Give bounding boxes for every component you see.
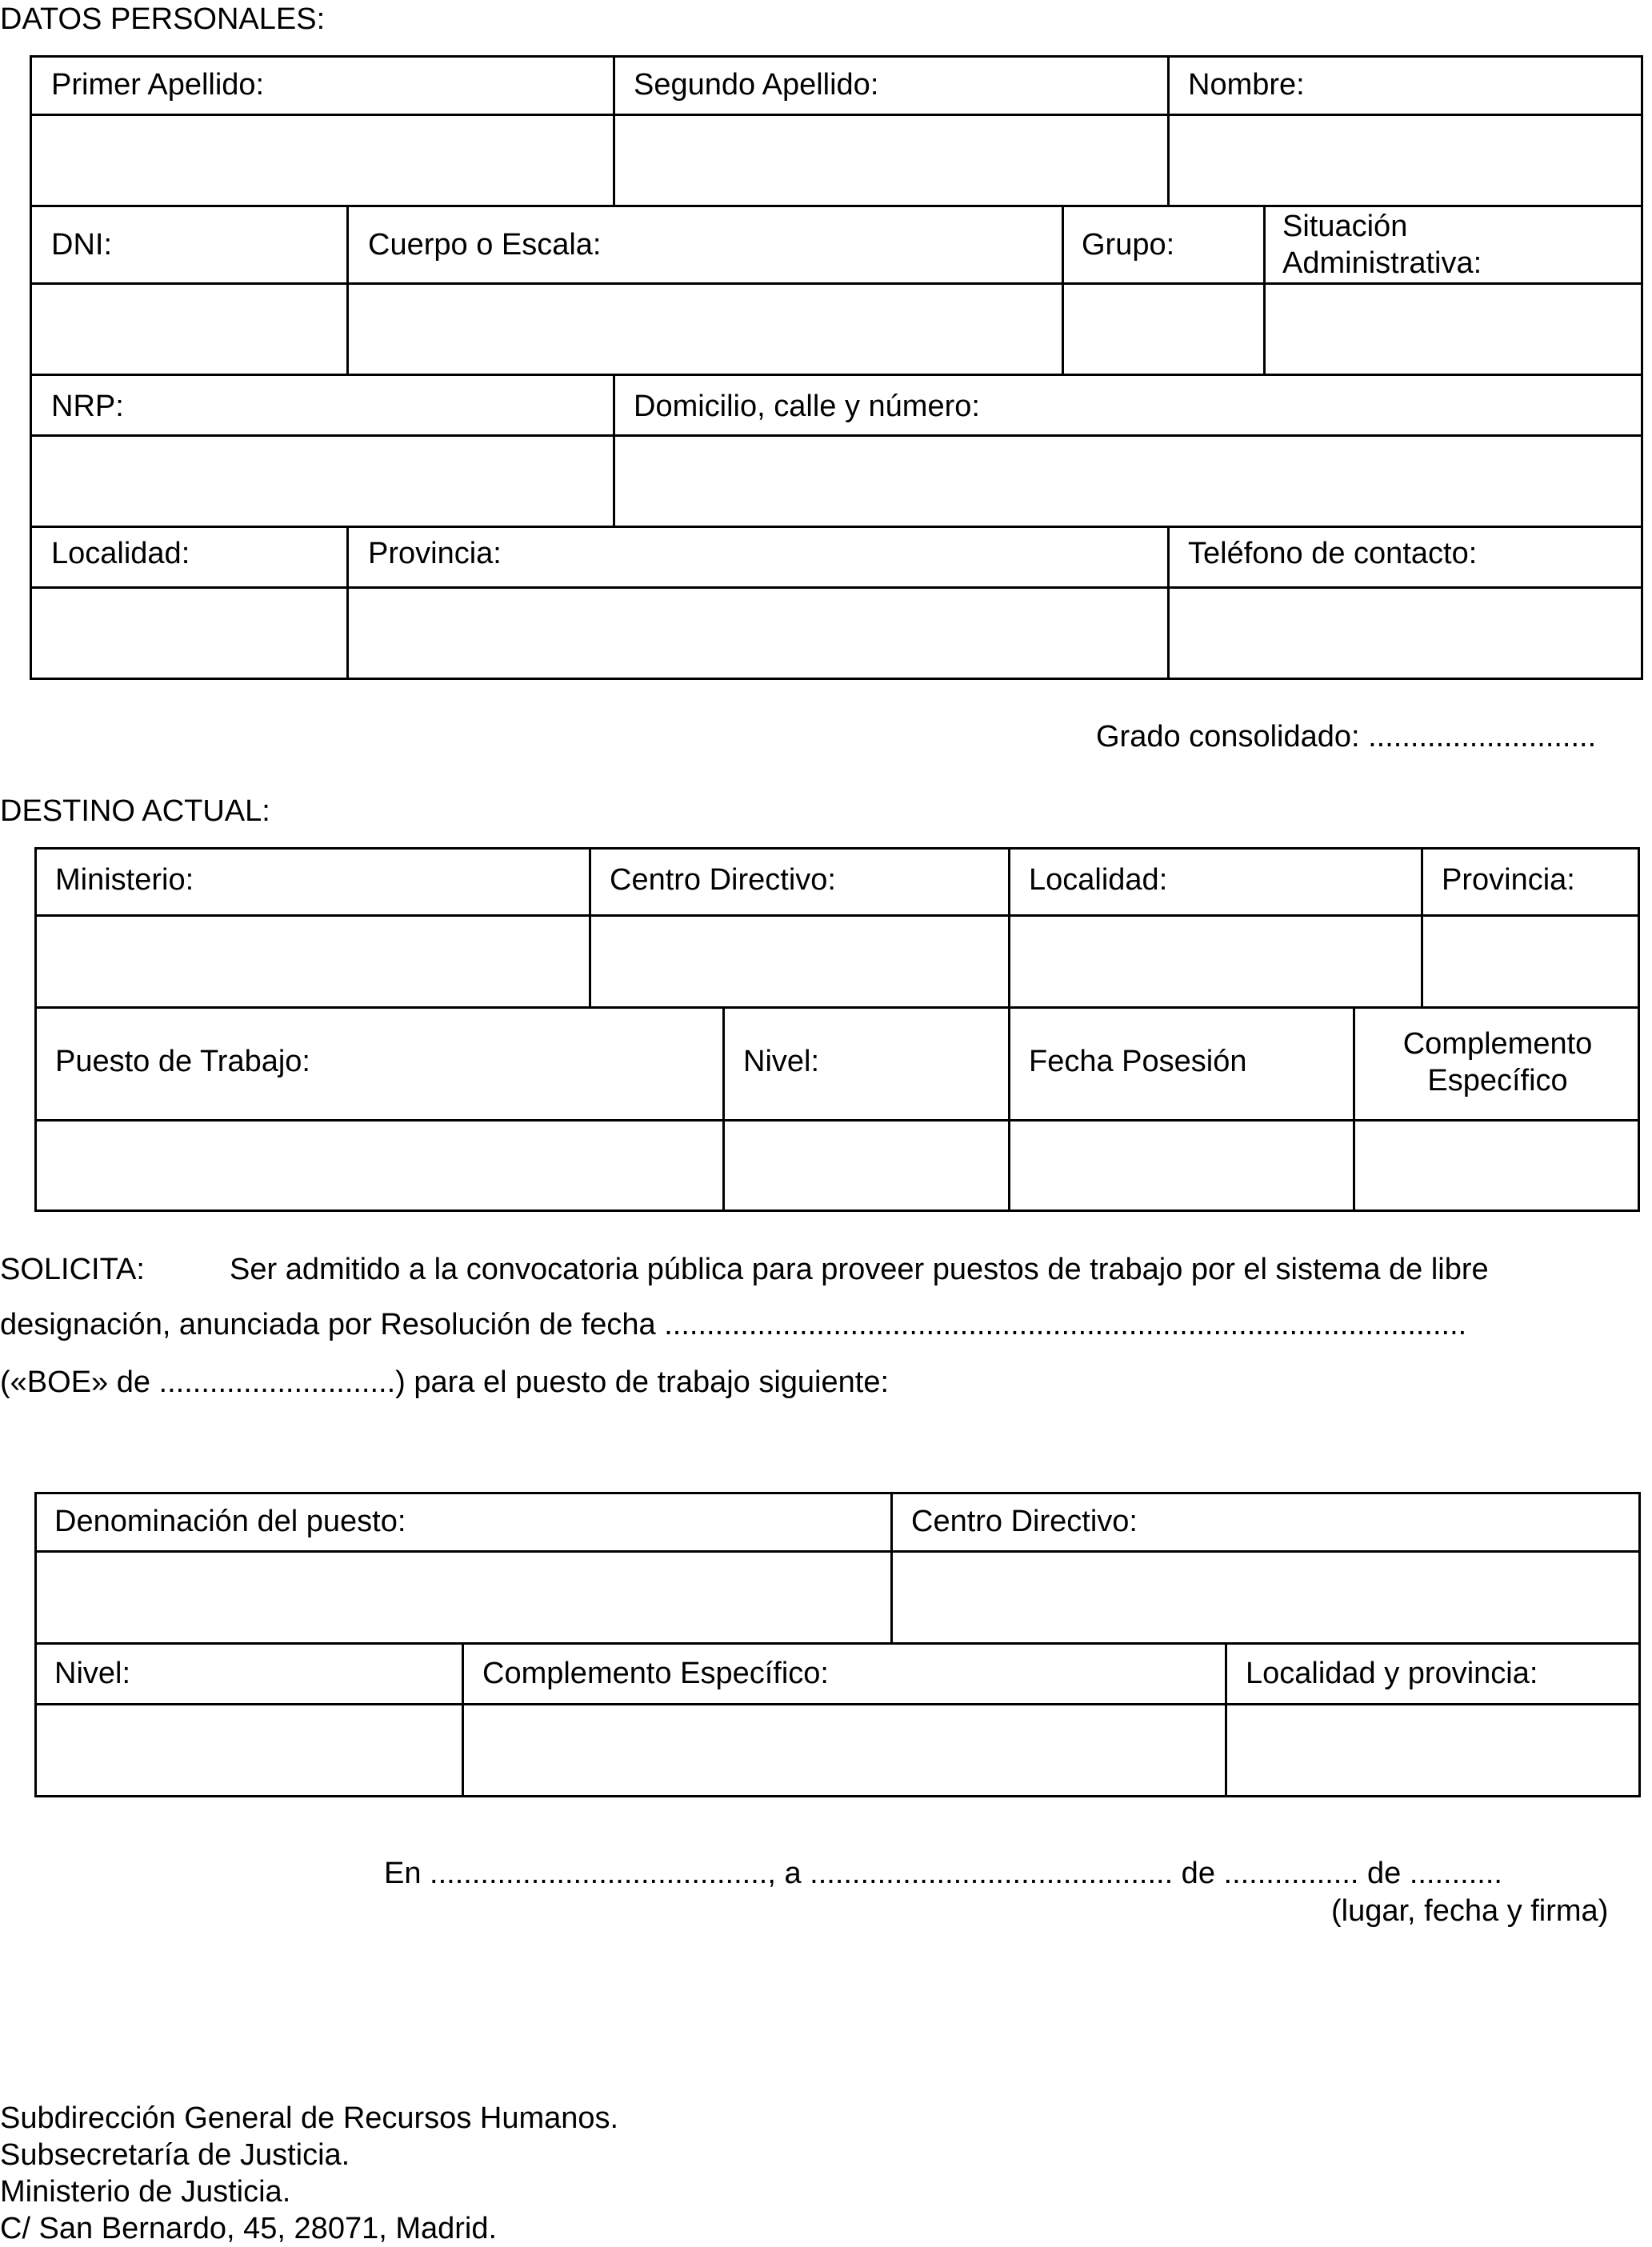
field-localidad[interactable] bbox=[32, 589, 346, 678]
label-complemento-especifico bbox=[1355, 1026, 1640, 1099]
label-complemento-line2: Específico bbox=[1427, 1064, 1568, 1098]
field-localidad-provincia[interactable] bbox=[1227, 1705, 1638, 1795]
field-nombre[interactable] bbox=[1170, 116, 1641, 205]
rule bbox=[30, 526, 1643, 528]
label-situacion-administrativa bbox=[1282, 208, 1482, 282]
label-primer-apellido: Primer Apellido: bbox=[51, 68, 265, 102]
rule bbox=[30, 374, 1643, 376]
label-centro-directivo: Centro Directivo: bbox=[610, 863, 836, 897]
rule bbox=[34, 1006, 1640, 1009]
label-segundo-apellido: Segundo Apellido: bbox=[634, 68, 879, 102]
label-provincia: Provincia: bbox=[368, 537, 502, 570]
label-nrp: NRP: bbox=[51, 390, 124, 423]
label-domicilio: Domicilio, calle y número: bbox=[634, 390, 980, 423]
field-puesto-nivel[interactable] bbox=[37, 1705, 462, 1795]
rule bbox=[34, 1642, 1641, 1645]
solicita-line2: designación, anunciada por Resolución de fecha ............................................................................................... bbox=[0, 1308, 1467, 1341]
field-situacion-administrativa[interactable] bbox=[1266, 285, 1641, 374]
field-provincia[interactable] bbox=[349, 589, 1167, 678]
field-centro-directivo[interactable] bbox=[591, 917, 1008, 1006]
field-nivel[interactable] bbox=[725, 1122, 1008, 1209]
address-line: Ministerio de Justicia. bbox=[0, 2175, 291, 2209]
signature-line: En ........................................, a ........................................... de ................ de ........... bbox=[384, 1857, 1502, 1890]
field-cuerpo-escala[interactable] bbox=[349, 285, 1062, 374]
label-destino-provincia: Provincia: bbox=[1442, 863, 1575, 897]
section-title-datos-personales: DATOS PERSONALES: bbox=[0, 2, 326, 36]
section-title-destino-actual: DESTINO ACTUAL: bbox=[0, 794, 270, 828]
label-nombre: Nombre: bbox=[1188, 68, 1305, 102]
label-puesto-complemento: Complemento Específico: bbox=[482, 1657, 829, 1690]
field-dni[interactable] bbox=[32, 285, 346, 374]
rule bbox=[30, 205, 1643, 207]
label-ministerio: Ministerio: bbox=[55, 863, 194, 897]
label-situacion-line2: Administrativa: bbox=[1282, 246, 1482, 280]
label-puesto-centro-directivo: Centro Directivo: bbox=[911, 1505, 1138, 1538]
label-nivel: Nivel: bbox=[743, 1045, 820, 1078]
field-complemento-especifico[interactable] bbox=[1355, 1122, 1638, 1209]
label-puesto-nivel: Nivel: bbox=[54, 1657, 131, 1690]
field-domicilio[interactable] bbox=[615, 437, 1641, 526]
grado-consolidado: Grado consolidado: ........................... bbox=[1096, 720, 1597, 754]
label-localidad-provincia: Localidad y provincia: bbox=[1246, 1657, 1538, 1690]
address-line: C/ San Bernardo, 45, 28071, Madrid. bbox=[0, 2212, 498, 2245]
field-primer-apellido[interactable] bbox=[32, 116, 613, 205]
solicita-label: SOLICITA: bbox=[0, 1253, 145, 1286]
label-situacion-line1: Situación bbox=[1282, 210, 1408, 243]
address-line: Subsecretaría de Justicia. bbox=[0, 2138, 350, 2172]
field-telefono[interactable] bbox=[1170, 589, 1641, 678]
label-denominacion-puesto: Denominación del puesto: bbox=[54, 1505, 406, 1538]
label-puesto-trabajo: Puesto de Trabajo: bbox=[55, 1045, 310, 1078]
field-puesto-complemento[interactable] bbox=[464, 1705, 1225, 1795]
label-destino-localidad: Localidad: bbox=[1029, 863, 1168, 897]
solicita-line3: («BOE» de ............................) para el puesto de trabajo siguiente: bbox=[0, 1365, 890, 1399]
field-ministerio[interactable] bbox=[37, 917, 589, 1006]
field-puesto-trabajo[interactable] bbox=[37, 1122, 722, 1209]
label-telefono: Teléfono de contacto: bbox=[1188, 537, 1478, 570]
field-segundo-apellido[interactable] bbox=[615, 116, 1167, 205]
label-fecha-posesion: Fecha Posesión bbox=[1029, 1045, 1247, 1078]
field-puesto-centro-directivo[interactable] bbox=[893, 1553, 1638, 1642]
label-localidad: Localidad: bbox=[51, 537, 190, 570]
field-grupo[interactable] bbox=[1064, 285, 1263, 374]
address-block bbox=[0, 2100, 618, 2247]
label-grupo: Grupo: bbox=[1082, 228, 1175, 262]
field-denominacion-puesto[interactable] bbox=[37, 1553, 890, 1642]
field-fecha-posesion[interactable] bbox=[1010, 1122, 1353, 1209]
label-complemento-line1: Complemento bbox=[1402, 1027, 1593, 1061]
field-destino-localidad[interactable] bbox=[1010, 917, 1421, 1006]
signature-caption: (lugar, fecha y firma) bbox=[1331, 1894, 1609, 1928]
address-line: Subdirección General de Recursos Humanos. bbox=[0, 2101, 619, 2135]
label-dni: DNI: bbox=[51, 228, 112, 262]
field-destino-provincia[interactable] bbox=[1423, 917, 1638, 1006]
solicita-line1: Ser admitido a la convocatoria pública para proveer puestos de trabajo por el sistema de libre bbox=[230, 1253, 1489, 1286]
field-nrp[interactable] bbox=[32, 437, 613, 526]
label-cuerpo-escala: Cuerpo o Escala: bbox=[368, 228, 602, 262]
